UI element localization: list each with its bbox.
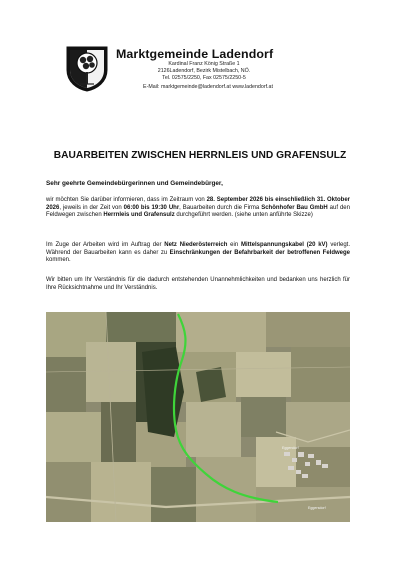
aerial-map-image xyxy=(46,312,350,522)
org-name: Marktgemeinde Ladendorf xyxy=(116,47,274,61)
municipal-crest-icon xyxy=(66,46,108,92)
map-label-road: Eggersdorf xyxy=(308,506,326,510)
email-line: E-Mail: marktgemeinde@ladendorf.at www.ladendorf.at xyxy=(143,84,273,90)
paragraph-schedule: wir möchten Sie darüber informieren, dass im Zeitraum von 28. September 2026 bis einschließlich 31. Oktober 2026, jeweils in der Zeit von 06:00 bis 19:30 Uhr, Bauarbeiten durch die Firma Schönhofer Bau GmbH auf den Feldwegen zwischen Herrnleis und Grafensulz durchgeführt werden. (siehe unten anführte Skizze) xyxy=(46,197,351,219)
paragraph-cable: Im Zuge der Arbeiten wird im Auftrag der Netz Niederösterreich ein Mittelspannungskabel (20 kV) verlegt. Während der Bauarbeiten kann es daher zu Einschränkungen der Befahrbarkeit der betroffenen Feldwege kommen. xyxy=(46,242,351,264)
greeting: Sehr geehrte Gemeindebürgerinnen und Gemeindebürger, xyxy=(46,180,223,187)
address-line-1: Kardinal Franz König Straße 1 xyxy=(168,61,240,67)
aerial-map-sketch xyxy=(46,312,350,522)
page-title: BAUARBEITEN ZWISCHEN HERRNLEIS UND GRAFENSULZ xyxy=(53,150,347,161)
paragraph-thanks: Wir bitten um Ihr Verständnis für die dadurch entstehenden Unannehmlichkeiten und bedanken uns herzlich für Ihre Rücksichtnahme und Ihr Verständnis. xyxy=(46,277,350,291)
map-label-village: Eggendorf xyxy=(282,446,299,450)
phone-line: Tel. 02575/2250, Fax 02575/2250-5 xyxy=(162,75,246,81)
address-line-2: 2126Ladendorf, Bezirk Mistelbach, NÖ. xyxy=(157,68,251,74)
